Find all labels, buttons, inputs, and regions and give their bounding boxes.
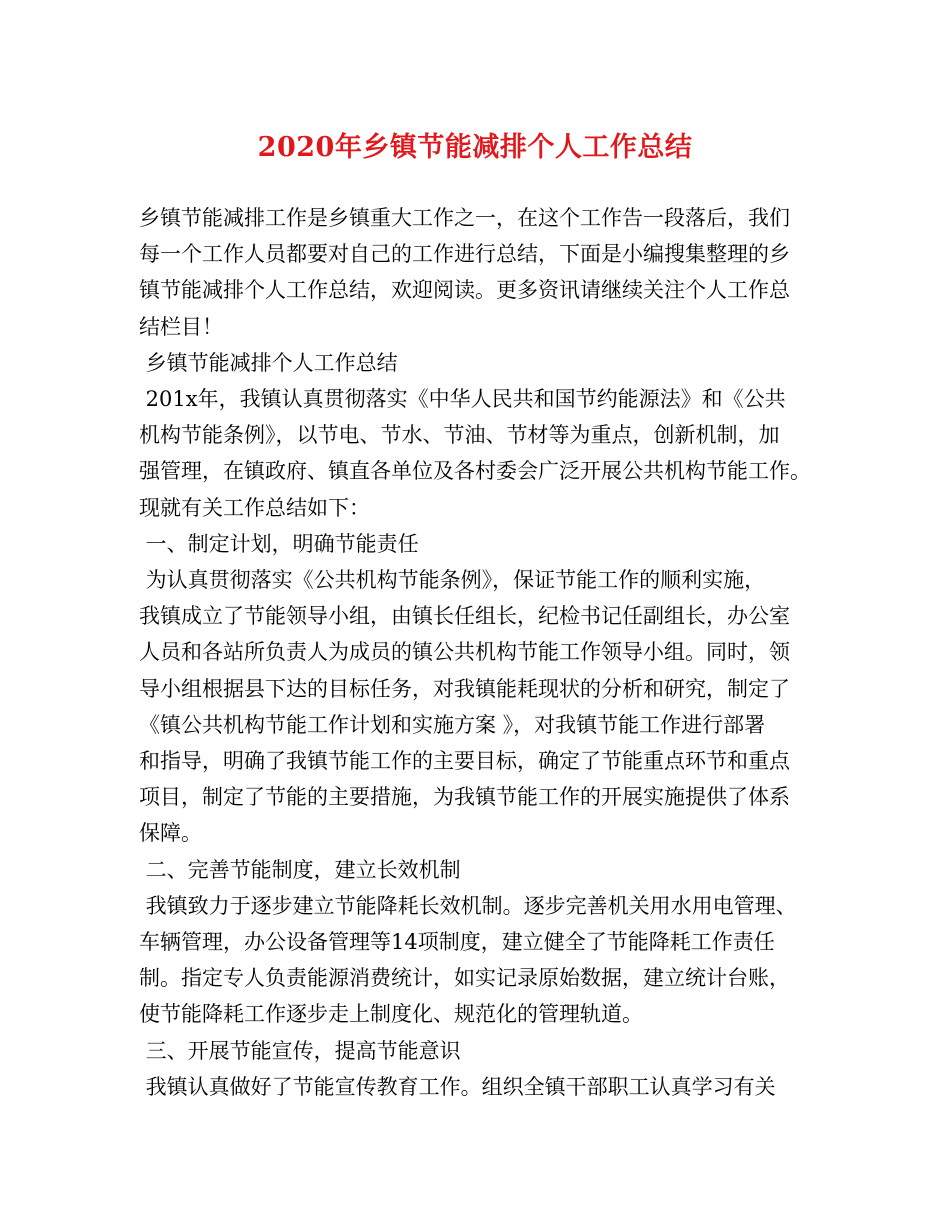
paragraph-line: 机构节能条例》，以节电、节水、节油、节材等为重点，创新机制，加 xyxy=(139,423,780,448)
paragraph-line: 人员和各站所负责人为成员的镇公共机构节能工作领导小组。同时，领 xyxy=(139,640,790,665)
paragraph-line: 和指导，明确了我镇节能工作的主要目标，确定了节能重点环节和重点 xyxy=(139,749,790,773)
paragraph-line: 为认真贯彻落实《公共机构节能条例》，保证节能工作的顺利实施， xyxy=(139,568,766,592)
paragraph-line: 项目，制定了节能的主要措施，为我镇节能工作的开展实施提供了体系 xyxy=(139,785,790,810)
paragraph-line: 强管理，在镇政府、镇直各单位及各村委会广泛开展公共机构节能工作。 xyxy=(139,459,811,484)
document-title: 2020年乡镇节能减排个人工作总结 xyxy=(257,132,693,163)
paragraph-line: 镇节能减排个人工作总结，欢迎阅读。更多资讯请继续关注个人工作总 xyxy=(139,278,790,303)
paragraph-line: 我镇成立了节能领导小组，由镇长任组长，纪检书记任副组长，办公室 xyxy=(139,604,790,629)
paragraph-line: 201x年，我镇认真贯彻落实《中华人民共和国节约能源法》和《公共 xyxy=(139,387,786,411)
paragraph-line: 二、完善节能制度，建立长效机制 xyxy=(139,857,461,882)
paragraph-line: 我镇认真做好了节能宣传教育工作。组织全镇干部职工认真学习有关 xyxy=(139,1074,776,1099)
paragraph-line: 每一个工作人员都要对自己的工作进行总结，下面是小编搜集整理的乡 xyxy=(139,242,790,267)
paragraph-line: 《镇公共机构节能工作计划和实施方案 》，对我镇节能工作进行部署 xyxy=(139,712,766,737)
paragraph-line: 乡镇节能减排个人工作总结 xyxy=(139,350,398,375)
paragraph-line: 车辆管理，办公设备管理等14项制度，建立健全了节能降耗工作责任 xyxy=(139,930,775,954)
paragraph-line: 我镇致力于逐步建立节能降耗长效机制。逐步完善机关用水用电管理、 xyxy=(139,893,797,918)
paragraph-line: 保障。 xyxy=(139,821,202,846)
paragraph-line: 制。指定专人负责能源消费统计，如实记录原始数据，建立统计台账， xyxy=(139,966,790,991)
paragraph-line: 三、开展节能宣传，提高节能意识 xyxy=(139,1038,461,1063)
paragraph-line: 导小组根据县下达的目标任务，对我镇能耗现状的分析和研究，制定了 xyxy=(139,676,790,701)
paragraph-line: 一、制定计划，明确节能责任 xyxy=(139,531,419,556)
paragraph-line: 使节能降耗工作逐步走上制度化、规范化的管理轨道。 xyxy=(139,1002,643,1027)
paragraph-line: 结栏目！ xyxy=(139,314,223,339)
paragraph-line: 现就有关工作总结如下： xyxy=(139,495,370,520)
paragraph-line: 乡镇节能减排工作是乡镇重大工作之一，在这个工作告一段落后，我们 xyxy=(139,206,790,230)
